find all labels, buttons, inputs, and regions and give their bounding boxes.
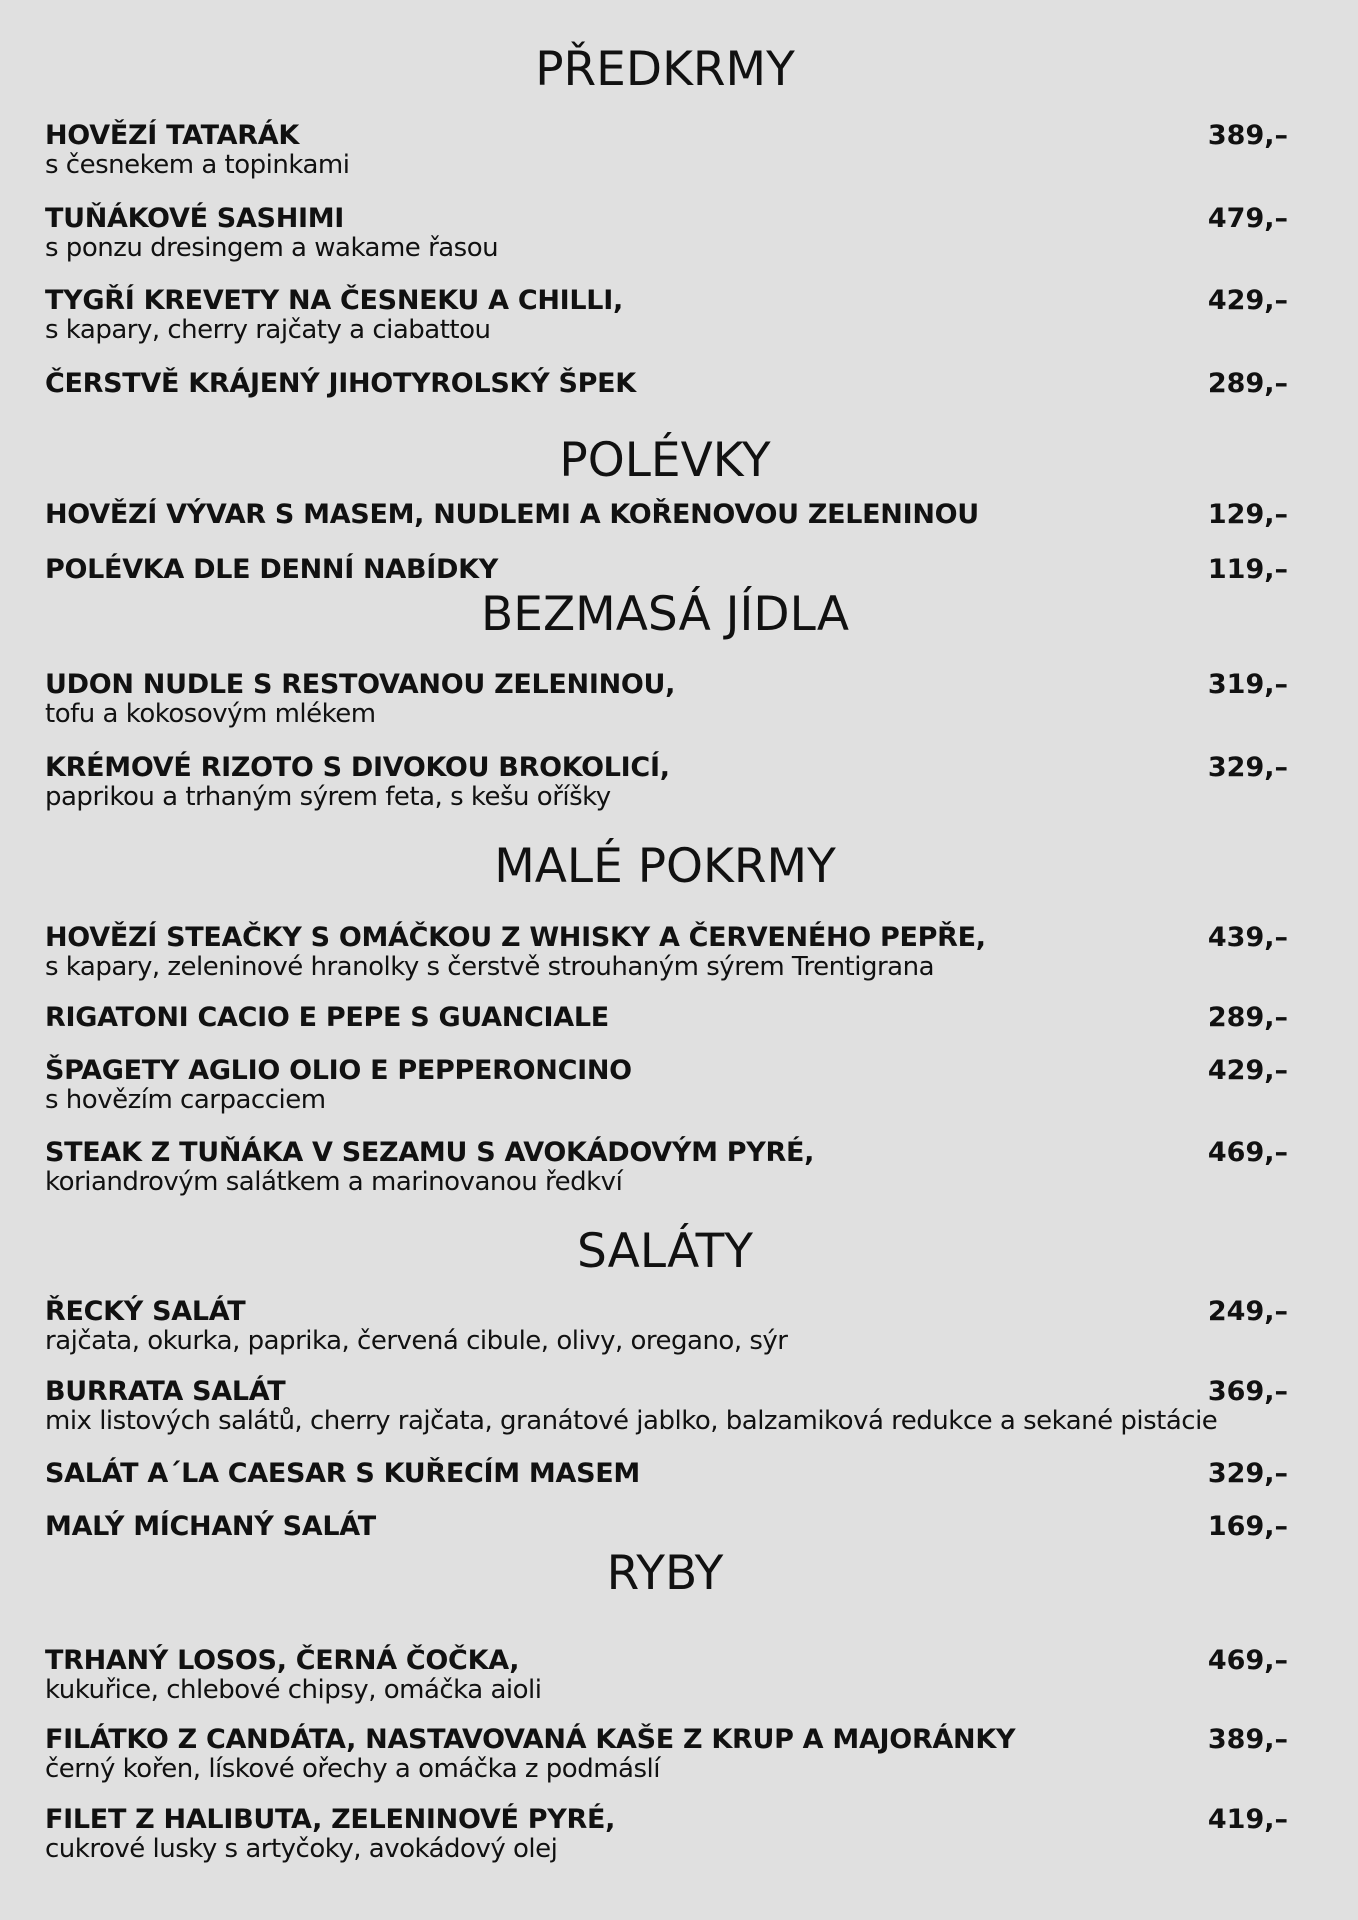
menu-item (45, 1056, 1288, 1115)
item-price: 249,– (1207, 1296, 1288, 1327)
item-name: ŠPAGETY AGLIO OLIO E PEPPERONCINO (45, 1055, 632, 1086)
item-desc: s ponzu dresingem a wakame řasou (45, 233, 499, 263)
item-price: 329,– (1207, 752, 1288, 783)
item-price: 439,– (1207, 922, 1288, 953)
item-price: 389,– (1207, 120, 1288, 151)
menu-item (45, 1138, 1288, 1197)
menu-item (45, 1512, 1288, 1542)
menu-item (45, 286, 1288, 345)
item-name: MALÝ MÍCHANÝ SALÁT (45, 1511, 376, 1542)
item-desc: mix listových salátů, cherry rajčata, granátové jablko, balzamiková redukce a sekané pistácie (45, 1406, 1218, 1436)
section-title-polevky: POLÉVKY (559, 433, 771, 488)
menu-item (45, 753, 1288, 812)
item-name: ŘECKÝ SALÁT (45, 1296, 246, 1327)
item-desc: černý kořen, lískové ořechy a omáčka z podmáslí (45, 1754, 660, 1784)
item-price: 329,– (1207, 1458, 1288, 1489)
section-title-bezmasa-jidla: BEZMASÁ JÍDLA (481, 587, 849, 642)
item-name: TRHANÝ LOSOS, ČERNÁ ČOČKA, (45, 1645, 520, 1676)
item-name: ČERSTVĚ KRÁJENÝ JIHOTYROLSKÝ ŠPEK (45, 368, 636, 399)
item-desc: s kapary, zeleninové hranolky s čerstvě strouhaným sýrem Trentigrana (45, 952, 935, 982)
item-price: 479,– (1207, 203, 1288, 234)
menu-item (45, 923, 1288, 982)
menu-item (45, 1459, 1288, 1489)
item-price: 289,– (1207, 368, 1288, 399)
item-name: BURRATA SALÁT (45, 1376, 286, 1407)
item-name: RIGATONI CACIO E PEPE S GUANCIALE (45, 1002, 609, 1033)
item-desc: s česnekem a topinkami (45, 150, 350, 180)
item-name: HOVĚZÍ TATARÁK (45, 120, 299, 151)
item-price: 119,– (1207, 554, 1288, 585)
item-price: 429,– (1207, 285, 1288, 316)
item-price: 319,– (1207, 669, 1288, 700)
item-price: 429,– (1207, 1055, 1288, 1086)
menu-item (45, 555, 1288, 585)
menu-item (45, 500, 1288, 530)
item-name: TUŇÁKOVÉ SASHIMI (45, 203, 345, 234)
menu-item (45, 1377, 1288, 1436)
item-desc: rajčata, okurka, paprika, červená cibule, olivy, oregano, sýr (45, 1326, 788, 1356)
menu-item (45, 369, 1288, 399)
item-desc: paprikou a trhaným sýrem feta, s kešu oříšky (45, 782, 611, 812)
item-desc: koriandrovým salátkem a marinovanou ředkví (45, 1167, 623, 1197)
item-desc: cukrové lusky s artyčoky, avokádový olej (45, 1834, 558, 1864)
menu-item (45, 121, 1288, 180)
item-name: POLÉVKA DLE DENNÍ NABÍDKY (45, 554, 498, 585)
menu-item (45, 1646, 1288, 1705)
item-desc: tofu a kokosovým mlékem (45, 699, 376, 729)
item-desc: kukuřice, chlebové chipsy, omáčka aioli (45, 1675, 542, 1705)
item-price: 129,– (1207, 499, 1288, 530)
item-name: HOVĚZÍ STEAČKY S OMÁČKOU Z WHISKY A ČERVENÉHO PEPŘE, (45, 922, 986, 953)
menu-item (45, 1003, 1288, 1033)
item-desc: s hovězím carpacciem (45, 1085, 326, 1115)
item-name: TYGŘÍ KREVETY NA ČESNEKU A CHILLI, (45, 285, 623, 316)
item-price: 389,– (1207, 1724, 1288, 1755)
menu-item (45, 204, 1288, 263)
item-name: FILÁTKO Z CANDÁTA, NASTAVOVANÁ KAŠE Z KRUP A MAJORÁNKY (45, 1724, 1016, 1755)
menu-item (45, 1297, 1288, 1356)
item-price: 419,– (1207, 1804, 1288, 1835)
menu-item (45, 1805, 1288, 1864)
section-title-male-pokrmy: MALÉ POKRMY (494, 839, 836, 894)
item-price: 369,– (1207, 1376, 1288, 1407)
item-price: 469,– (1207, 1137, 1288, 1168)
item-name: SALÁT A´LA CAESAR S KUŘECÍM MASEM (45, 1458, 640, 1489)
item-name: KRÉMOVÉ RIZOTO S DIVOKOU BROKOLICÍ, (45, 752, 670, 783)
menu-item (45, 1725, 1288, 1784)
item-name: UDON NUDLE S RESTOVANOU ZELENINOU, (45, 669, 676, 700)
item-price: 289,– (1207, 1002, 1288, 1033)
item-name: FILET Z HALIBUTA, ZELENINOVÉ PYRÉ, (45, 1804, 616, 1835)
section-title-salaty: SALÁTY (576, 1224, 754, 1279)
menu-item (45, 670, 1288, 729)
section-title-predkrmy: PŘEDKRMY (535, 42, 795, 97)
item-price: 169,– (1207, 1511, 1288, 1542)
item-name: STEAK Z TUŇÁKA V SEZAMU S AVOKÁDOVÝM PYRÉ, (45, 1137, 815, 1168)
section-title-ryby: RYBY (606, 1546, 724, 1601)
item-name: HOVĚZÍ VÝVAR S MASEM, NUDLEMI A KOŘENOVOU ZELENINOU (45, 499, 979, 530)
item-price: 469,– (1207, 1645, 1288, 1676)
item-desc: s kapary, cherry rajčaty a ciabattou (45, 315, 491, 345)
